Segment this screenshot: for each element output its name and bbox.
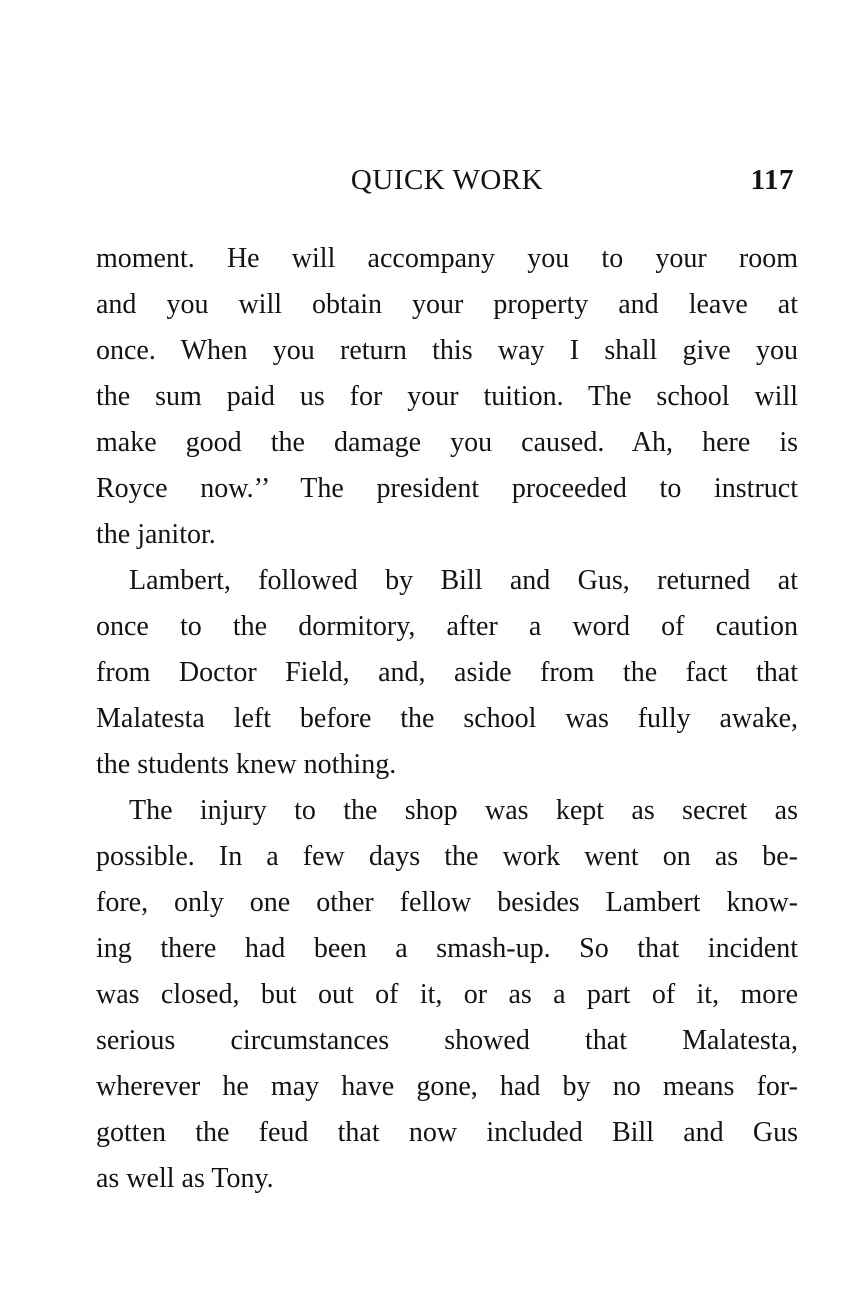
text-line: was closed, but out of it, or as a part of it, more bbox=[96, 979, 798, 1010]
paragraph-2 bbox=[96, 558, 798, 788]
text-line: once to the dormitory, after a word of caution bbox=[96, 611, 798, 642]
text-line: The injury to the shop was kept as secret as bbox=[129, 795, 798, 826]
text-line: and you will obtain your property and leave at bbox=[96, 289, 798, 320]
paragraph-1 bbox=[96, 236, 798, 558]
body-text bbox=[96, 236, 798, 1202]
text-line: as well as Tony. bbox=[96, 1163, 274, 1194]
text-line: fore, only one other fellow besides Lambert know- bbox=[96, 887, 798, 918]
text-line: ing there had been a smash-up. So that incident bbox=[96, 933, 798, 964]
text-line: from Doctor Field, and, aside from the fact that bbox=[96, 657, 798, 688]
text-line: gotten the feud that now included Bill and Gus bbox=[96, 1117, 798, 1148]
text-line: wherever he may have gone, had by no means for- bbox=[96, 1071, 798, 1102]
text-line: make good the damage you caused. Ah, here is bbox=[96, 427, 798, 458]
running-title: QUICK WORK bbox=[350, 164, 544, 196]
text-line: moment. He will accompany you to your room bbox=[96, 243, 798, 274]
text-line: Malatesta left before the school was fully awake, bbox=[96, 703, 798, 734]
text-line: the students knew nothing. bbox=[96, 749, 397, 780]
text-line: Lambert, followed by Bill and Gus, returned at bbox=[129, 565, 798, 596]
text-line: once. When you return this way I shall give you bbox=[96, 335, 798, 366]
text-line: the janitor. bbox=[96, 519, 216, 550]
paragraph-3 bbox=[96, 788, 798, 1202]
text-line: the sum paid us for your tuition. The school will bbox=[96, 381, 798, 412]
text-line: Royce now.’’ The president proceeded to instruct bbox=[96, 473, 798, 504]
text-line: possible. In a few days the work went on as be- bbox=[96, 841, 798, 872]
running-head bbox=[96, 164, 798, 200]
text-line: serious circumstances showed that Malatesta, bbox=[96, 1025, 798, 1056]
page-number: 117 bbox=[750, 164, 794, 196]
